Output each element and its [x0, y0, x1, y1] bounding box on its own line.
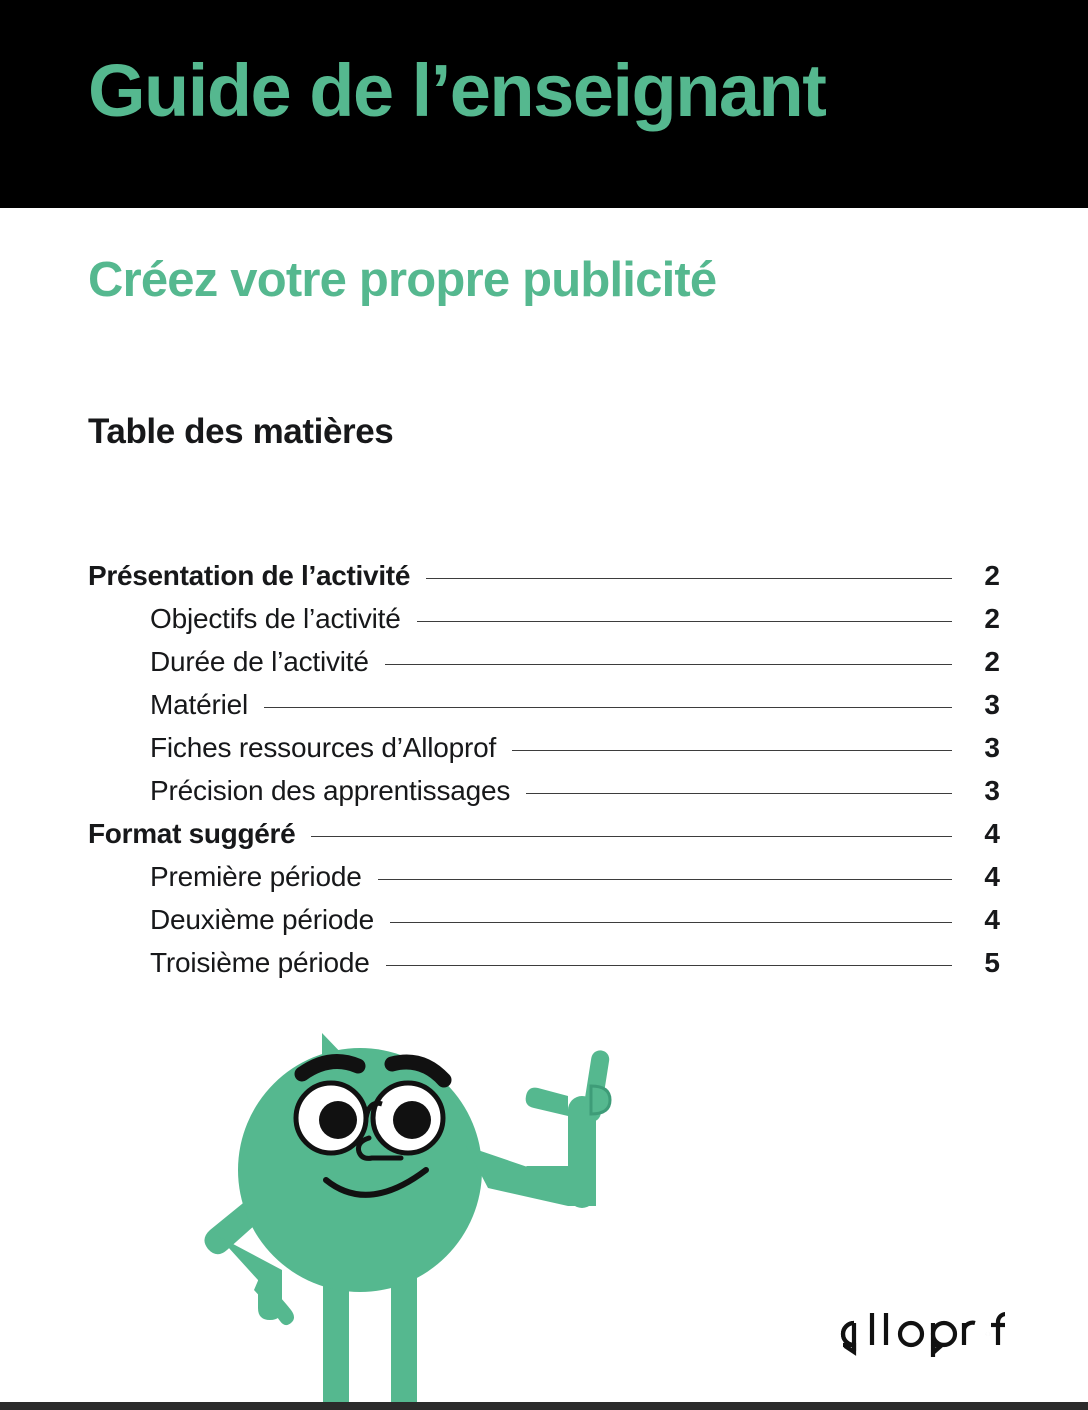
- toc-leader-line: [512, 750, 952, 751]
- toc-entry-label: Matériel: [150, 689, 248, 720]
- toc-entry-page-number: 3: [984, 732, 1000, 763]
- toc-entry[interactable]: [88, 603, 1000, 646]
- toc-leader-line: [426, 578, 952, 579]
- toc-entry[interactable]: [88, 904, 1000, 947]
- alloprof-logo: [830, 1305, 1005, 1357]
- toc-entry-page-number: 5: [984, 947, 1000, 978]
- toc-entry-page-number: 4: [984, 861, 1000, 892]
- toc-entry[interactable]: [88, 947, 1000, 990]
- toc-entry[interactable]: [88, 775, 1000, 818]
- toc-entry-label: Fiches ressources d’Alloprof: [150, 732, 497, 763]
- mascot-svg: [196, 1018, 656, 1410]
- toc-entry[interactable]: [88, 732, 1000, 775]
- alloprof-logo-svg: [830, 1305, 1005, 1357]
- right-pupil: [393, 1101, 431, 1139]
- toc-leader-line: [386, 965, 952, 966]
- toc-leader-line: [311, 836, 952, 837]
- toc-entry-label: Précision des apprentissages: [150, 775, 511, 806]
- mascot-right-arm: [466, 1049, 611, 1208]
- toc-entry-label: Troisième période: [150, 947, 370, 978]
- toc-entry-label: Deuxième période: [150, 904, 375, 935]
- toc-entry-page-number: 4: [984, 818, 1000, 849]
- page-title: Guide de l’enseignant: [88, 49, 826, 132]
- toc-entry-label: Objectifs de l’activité: [150, 603, 401, 634]
- toc-entry[interactable]: [88, 560, 1000, 603]
- toc-entry-label: Durée de l’activité: [150, 646, 369, 677]
- mascot-illustration: [196, 1018, 656, 1410]
- toc-leader-line: [390, 922, 952, 923]
- toc-entry-page-number: 4: [984, 904, 1000, 935]
- document-subtitle: Créez votre propre publicité: [88, 253, 717, 307]
- toc-entry-page-number: 2: [984, 646, 1000, 677]
- mascot-legs: [323, 1273, 417, 1410]
- toc-entry-page-number: 3: [984, 689, 1000, 720]
- toc-entry-label: Présentation de l’activité: [88, 560, 411, 591]
- toc-entry[interactable]: [88, 818, 1000, 861]
- left-pupil: [319, 1101, 357, 1139]
- toc-entry[interactable]: [88, 646, 1000, 689]
- table-of-contents-heading: Table des matières: [88, 412, 394, 451]
- toc-entry-page-number: 3: [984, 775, 1000, 806]
- toc-leader-line: [526, 793, 952, 794]
- toc-entry-page-number: 2: [984, 560, 1000, 591]
- toc-entry-label: Première période: [150, 861, 362, 892]
- toc-leader-line: [417, 621, 952, 622]
- toc-leader-line: [264, 707, 952, 708]
- header-banner: [0, 0, 1088, 208]
- table-of-contents: [88, 560, 1000, 990]
- toc-entry-page-number: 2: [984, 603, 1000, 634]
- toc-leader-line: [378, 879, 952, 880]
- toc-leader-line: [385, 664, 952, 665]
- toc-entry[interactable]: [88, 689, 1000, 732]
- toc-entry[interactable]: [88, 861, 1000, 904]
- toc-entry-label: Format suggéré: [88, 818, 296, 849]
